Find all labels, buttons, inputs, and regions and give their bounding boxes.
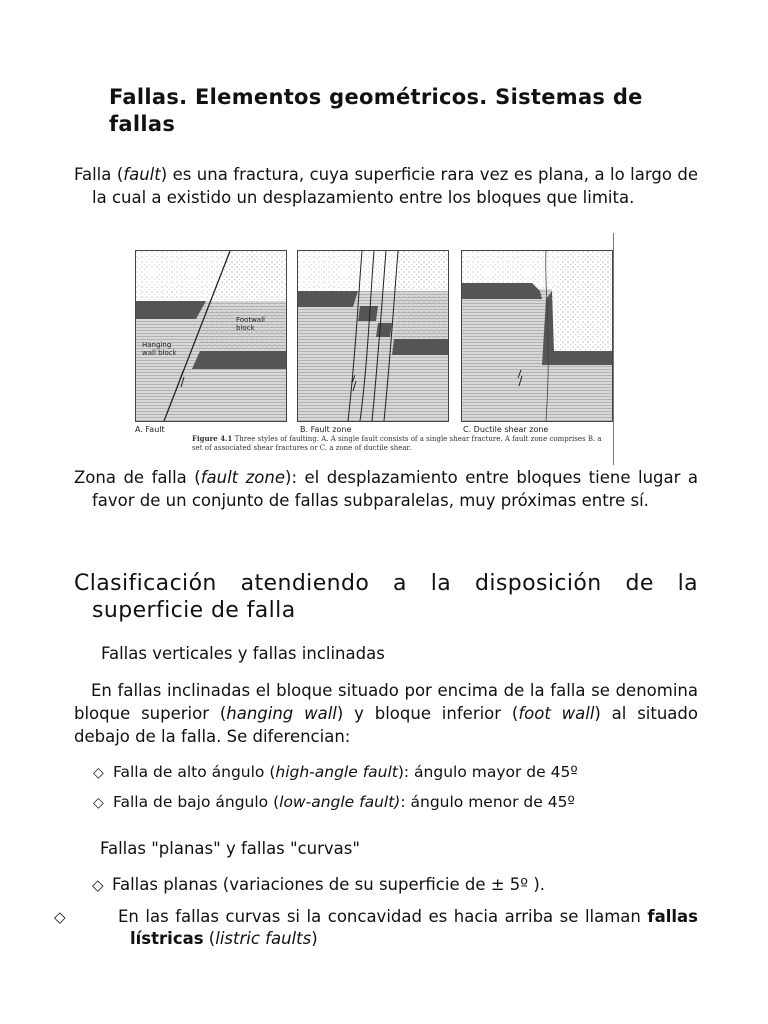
diamond-bullet-icon: ◇: [54, 908, 66, 926]
bullet-fallas-curvas: ◇ En las fallas curvas si la concavidad es hacia arriba se llaman fallas lístricas (listric faults): [54, 907, 698, 948]
bullet-fallas-planas: ◇ Fallas planas (variaciones de su superficie de ± 5º ).: [92, 875, 545, 894]
subheading-verticales-inclinadas: Fallas verticales y fallas inclinadas: [101, 644, 385, 663]
english-term-fault: fault: [123, 165, 161, 184]
term-fallas-listricas: fallas lístricas: [130, 907, 698, 948]
term-zona-de-falla: Zona de falla: [74, 468, 187, 487]
label-hanging-wall: Hanging wall block: [142, 341, 177, 357]
panel-c-label: C. Ductile shear zone: [463, 425, 549, 434]
english-term-foot-wall: foot wall: [518, 704, 595, 723]
panel-a-fault: [135, 250, 287, 422]
term-falla: Falla: [74, 165, 112, 184]
diamond-bullet-icon: ◇: [93, 765, 104, 781]
figure-caption: Figure 4.1 Three styles of faulting. A. A single fault consists of a single shear fracture. A fault zone comprises B. a set of associated shear fractures or C. a zone of ductile shear.: [192, 434, 602, 452]
paragraph-fault-zone: Zona de falla (fault zone): el desplazamiento entre bloques tiene lugar a favor de un conjunto de fallas subparalelas, muy próximas entre sí.: [74, 468, 699, 510]
diamond-bullet-icon: ◇: [92, 876, 104, 894]
panel-a-label: A. Fault: [135, 425, 165, 434]
paragraph-falla-definition: Falla (fault) es una fractura, cuya superficie rara vez es plana, a lo largo de la cual a existido un desplazamiento entre los bloques que limita.: [74, 165, 699, 207]
label-footwall: Footwall block: [236, 316, 265, 332]
diamond-bullet-icon: ◇: [93, 795, 104, 811]
bullet-alto-angulo: ◇ Falla de alto ángulo (high-angle fault): ángulo mayor de 45º: [93, 761, 578, 784]
panel-c-ductile-shear: [461, 250, 613, 422]
page-title: Fallas. Elementos geométricos. Sistemas de fallas: [109, 85, 643, 136]
figure-divider-line: [613, 233, 614, 465]
english-term-hanging-wall: hanging wall: [226, 704, 337, 723]
bullet-bajo-angulo: ◇ Falla de bajo ángulo (low-angle fault): ángulo menor de 45º: [93, 791, 575, 814]
paragraph-inclinadas: En fallas inclinadas el bloque situado por encima de la falla se denomina bloque superior (hanging wall) y bloque inferior (foot wall) al situado debajo de la falla. Se diferencian:: [74, 681, 698, 746]
faulting-figure: [130, 244, 615, 464]
panel-b-label: B. Fault zone: [300, 425, 352, 434]
panel-b-fault-zone: [297, 250, 449, 422]
english-term-fault-zone: fault zone: [200, 468, 286, 487]
subheading-planas-curvas: Fallas "planas" y fallas "curvas": [100, 839, 360, 858]
section-heading-clasificacion: Clasificación atendiendo a la disposición de la superficie de falla: [74, 571, 698, 623]
